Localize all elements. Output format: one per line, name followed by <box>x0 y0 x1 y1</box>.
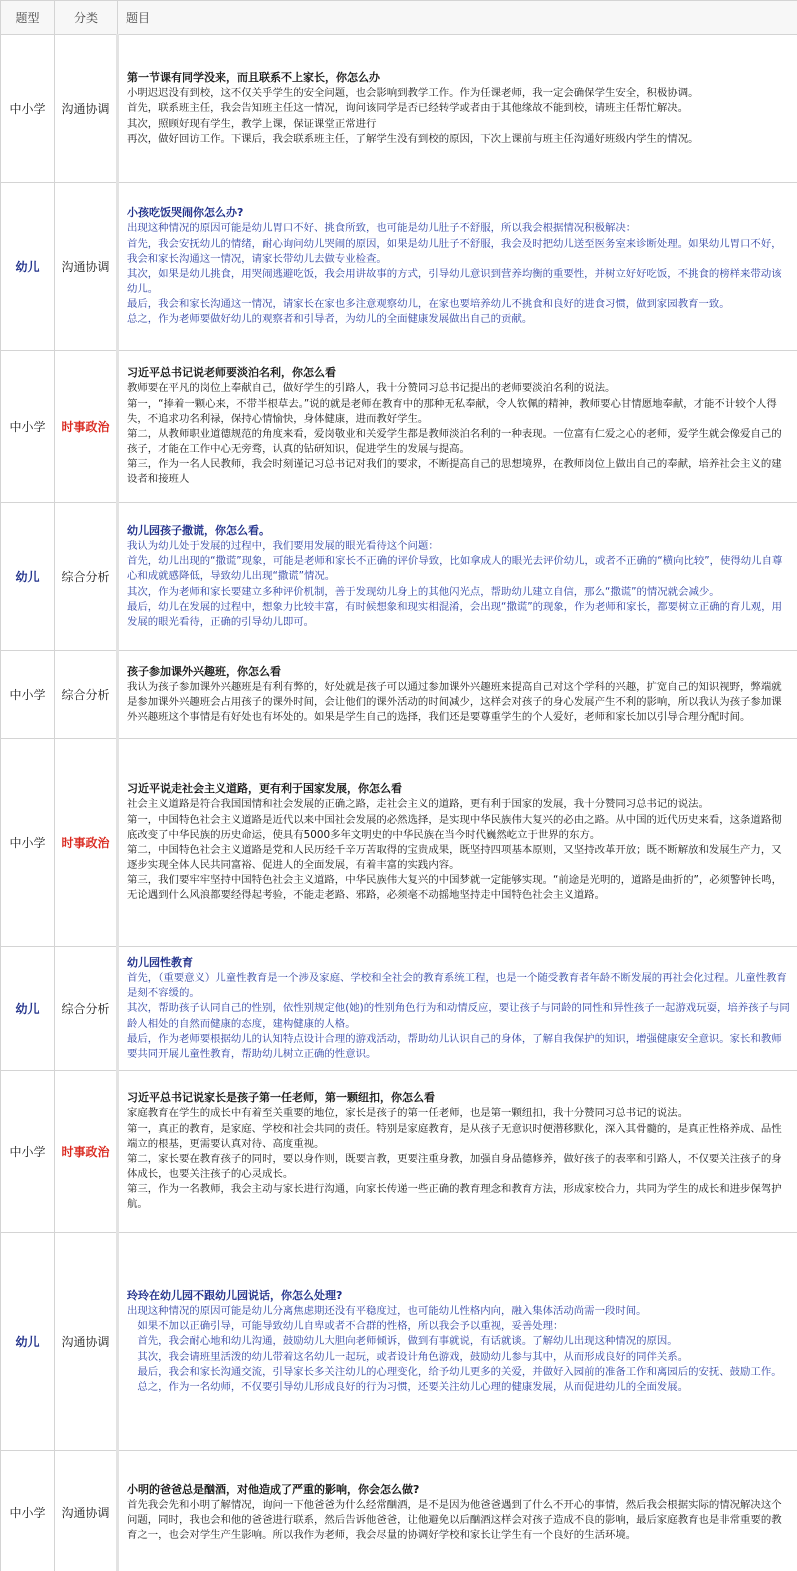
question-title: 小明的爸爸总是酗酒，对他造成了严重的影响，你会怎么做? <box>127 1482 420 1496</box>
answer-paragraph: 首先，我会耐心地和幼儿沟通，鼓励幼儿大胆向老师倾诉，做到有事就说，有话就谈。了解幼儿出现这种情况的原因。 <box>127 1335 678 1348</box>
answer-paragraph: 总之，作为一名幼师，不仅要引导幼儿形成良好的行为习惯，还要关注幼儿心理的健康发展，从而促进幼儿的全面发展。 <box>127 1380 689 1393</box>
cell-type[interactable]: 中小学 <box>1 1071 55 1233</box>
question-title: 幼儿园性教育 <box>127 955 193 969</box>
cell-category[interactable]: 沟通协调 <box>55 1233 118 1451</box>
cell-type[interactable]: 幼儿 <box>1 1233 55 1451</box>
cell-question[interactable] <box>118 947 797 1071</box>
answer-paragraph: 其次，我会请班里活泼的幼儿带着这名幼儿一起玩，或者设计角色游戏，鼓励幼儿参与其中，从而形成良好的同伴关系。 <box>127 1350 689 1363</box>
table-row <box>1 1071 797 1233</box>
cell-type[interactable]: 中小学 <box>1 35 55 183</box>
answer-paragraph: 第三，我们要牢牢坚持中国特色社会主义道路，中华民族伟大复兴的中国梦就一定能够实现。“前途是光明的，道路是曲折的”，必须警钟长鸣，无论遇到什么风浪都要经得起考验，不能走老路、邪路，必须毫不动摇地坚持走中国特色社会主义道路。 <box>127 874 782 902</box>
cell-type[interactable]: 幼儿 <box>1 183 55 351</box>
header-category[interactable]: 分类 <box>55 1 118 35</box>
question-title: 习近平总书记说老师要淡泊名利，你怎么看 <box>127 366 336 380</box>
answer-paragraph: 最后，幼儿在发展的过程中，想象力比较丰富，有时候想象和现实相混淆，会出现“撒谎”的现象，作为老师和家长，都要树立正确的育儿观，用发展的眼光看待，正确的引导幼儿即可。 <box>127 600 782 628</box>
answer-paragraph: 第一，“捧着一颗心来，不带半根草去。”说的就是老师在教育中的那种无私奉献，令人钦佩的精神，教师要心甘情愿地奉献，才能不计较个人得失，不追求功名利禄，保持心情愉快，身体健康，进而教好学生。 <box>127 397 777 425</box>
cell-type[interactable]: 中小学 <box>1 351 55 503</box>
answer-paragraph: 第二，中国特色社会主义道路是党和人民历经千辛万苦取得的宝贵成果，既坚持四项基本原则，又坚持改革开放；既不断解放和发展生产力，又逐步实现全体人民共同富裕、促进人的全面发展，有着丰富的实践内容。 <box>127 843 782 872</box>
answer-paragraph: 首先，幼儿出现的“撒谎”现象，可能是老师和家长不正确的评价导致，比如拿成人的眼光去评价幼儿，或者不正确的“横向比较”，使得幼儿自尊心和成就感降低，导致幼儿出现“撒谎”情况。 <box>127 555 783 583</box>
table-row <box>1 739 797 947</box>
cell-type[interactable]: 幼儿 <box>1 503 55 651</box>
table-row <box>1 35 797 183</box>
question-title: 小孩吃饭哭闹你怎么办? <box>127 206 244 220</box>
answer-paragraph: 第一，真正的教育，是家庭、学校和社会共同的责任。特别是家庭教育，是从孩子无意识时便潜移默化，深入其骨髓的，是真正性格养成、品性端立的根基，更需要认真对待、高度重视。 <box>127 1122 782 1150</box>
answer-paragraph: 出现这种情况的原因可能是幼儿分离焦虑期还没有平稳度过，也可能幼儿性格内向，融入集体活动尚需一段时间。 <box>127 1304 647 1317</box>
cell-question[interactable] <box>118 183 797 351</box>
cell-question[interactable] <box>118 1071 797 1233</box>
answer-paragraph: 最后，作为老师要根据幼儿的认知特点设计合理的游戏活动，帮助幼儿认识自己的身体，了解自我保护的知识，增强健康安全意识。家长和教师要共同开展儿童性教育，帮助幼儿树立正确的性意识。 <box>127 1032 782 1060</box>
table-row <box>1 1233 797 1451</box>
answer-paragraph: 我认为孩子参加课外兴趣班是有利有弊的，好处就是孩子可以通过参加课外兴趣班来提高自己对这个学科的兴趣，扩宽自己的知识视野，弊端就是参加课外兴趣班会占用孩子的课外时间，会让他们的课外活动的时间减少，这样会对孩子的身心发展产生不利的影响，所以我认为孩子参加课外兴趣班这个事情是有好处也有坏处的。如果是学生自己的选择，我们还是要尊重学生的个人爱好，老师和家长加以引导合理分配时间。 <box>127 680 782 724</box>
table-row <box>1 1451 797 1571</box>
cell-category[interactable]: 沟通协调 <box>55 1451 118 1571</box>
answer-paragraph: 首先，（重要意义）儿童性教育是一个涉及家庭、学校和全社会的教育系统工程，也是一个随受教育者年龄不断发展的再社会化过程。儿童性教育是刻不容缓的。 <box>127 971 787 1000</box>
table-row <box>1 651 797 739</box>
answer-paragraph: 其次，如果是幼儿挑食，用哭闹逃避吃饭，我会用讲故事的方式，引导幼儿意识到营养均衡的重要性，并树立好好吃饭，不挑食的榜样来带动该幼儿。 <box>127 267 782 296</box>
cell-question[interactable] <box>118 503 797 651</box>
question-title: 第一节课有同学没来，而且联系不上家长，你怎么办 <box>127 71 380 85</box>
answer-paragraph: 最后，我会和家长沟通这一情况，请家长在家也多注意观察幼儿，在家也要培养幼儿不挑食和良好的进食习惯，做到家园教育一致。 <box>127 298 730 311</box>
cell-type[interactable]: 中小学 <box>1 739 55 947</box>
answer-paragraph: 第三，作为一名人民教师，我会时刻谨记习总书记对我们的要求，不断提高自己的思想境界，在教师岗位上做出自己的奉献，培养社会主义的建设者和接班人 <box>127 458 782 486</box>
cell-question[interactable] <box>118 1451 797 1571</box>
cell-category[interactable]: 时事政治 <box>55 351 118 503</box>
cell-category[interactable]: 综合分析 <box>55 651 118 739</box>
answer-paragraph: 小明迟迟没有到校，这不仅关乎学生的安全问题，也会影响到教学工作。作为任课老师，我一定会确保学生安全，积极协调。 <box>127 87 699 100</box>
answer-paragraph: 出现这种情况的原因可能是幼儿胃口不好、挑食所致，也可能是幼儿肚子不舒服，所以我会根据情况积极解决： <box>127 222 637 235</box>
table-row <box>1 351 797 503</box>
answer-paragraph: 如果不加以正确引导，可能导致幼儿自卑或者不合群的性格，所以我会予以重视，妥善处理： <box>127 1320 564 1333</box>
answer-paragraph: 其次，帮助孩子认同自己的性别，依性别规定他(她)的性别角色行为和动情反应，要让孩子与同龄的同性和异性孩子一起游戏玩耍，培养孩子与同龄人相处的自然而健康的态度，建构健康的人格。 <box>127 1002 790 1030</box>
question-title: 玲玲在幼儿园不跟幼儿园说话，你怎么处理? <box>127 1288 343 1302</box>
header-row <box>1 1 797 35</box>
cell-question[interactable] <box>118 739 797 947</box>
header-question[interactable]: 题目 <box>118 1 797 35</box>
answer-paragraph: 第一，中国特色社会主义道路是近代以来中国社会发展的必然选择，是实现中华民族伟大复兴的必由之路。从中国的近代历史来看，这条道路彻底改变了中华民族的历史命运，使具有5000多年文明史的中华民族在当今时代巍然屹立于世界的东方。 <box>127 813 782 841</box>
answer-paragraph: 其次，照顾好现有学生，教学上课，保证课堂正常进行 <box>127 117 377 130</box>
cell-category[interactable]: 时事政治 <box>55 1071 118 1233</box>
cell-category[interactable]: 时事政治 <box>55 739 118 947</box>
question-title: 习近平总书记说家长是孩子第一任老师，第一颗纽扣，你怎么看 <box>127 1091 435 1105</box>
cell-category[interactable]: 综合分析 <box>55 947 118 1071</box>
answer-paragraph: 家庭教育在学生的成长中有着至关重要的地位，家长是孩子的第一任老师，也是第一颗纽扣，我十分赞同习总书记的说法。 <box>127 1107 689 1120</box>
answer-paragraph: 首先，联系班主任，我会告知班主任这一情况，询问该同学是否已经转学或者由于其他缘故不能到校，请班主任帮忙解决。 <box>127 102 689 115</box>
table-body <box>1 35 797 1571</box>
answer-paragraph: 其次，作为老师和家长要建立多种评价机制，善于发现幼儿身上的其他闪光点，帮助幼儿建立自信，那么“撒谎”的情况就会减少。 <box>127 585 720 598</box>
cell-category[interactable]: 沟通协调 <box>55 35 118 183</box>
cell-type[interactable]: 幼儿 <box>1 947 55 1071</box>
cell-question[interactable] <box>118 651 797 739</box>
cell-category[interactable]: 沟通协调 <box>55 183 118 351</box>
answer-paragraph: 我认为幼儿处于发展的过程中，我们要用发展的眼光看待这个问题： <box>127 539 439 552</box>
question-title: 幼儿园孩子撒谎，你怎么看。 <box>127 523 270 537</box>
cell-type[interactable]: 中小学 <box>1 1451 55 1571</box>
answer-paragraph: 最后，我会和家长沟通交流，引导家长多关注幼儿的心理变化，给予幼儿更多的关爱，并做好入园前的准备工作和离园后的安抚、鼓励工作。 <box>127 1365 782 1378</box>
table-row <box>1 503 797 651</box>
table-row <box>1 183 797 351</box>
answer-paragraph: 再次，做好回访工作。下课后，我会联系班主任，了解学生没有到校的原因，下次上课前与班主任沟通好班级内学生的情况。 <box>127 132 699 145</box>
table-row <box>1 947 797 1071</box>
cell-type[interactable]: 中小学 <box>1 651 55 739</box>
answer-paragraph: 社会主义道路是符合我国国情和社会发展的正确之路，走社会主义的道路，更有利于国家的发展，我十分赞同习总书记的说法。 <box>127 798 709 811</box>
question-title: 孩子参加课外兴趣班，你怎么看 <box>127 664 281 678</box>
cell-question[interactable] <box>118 1233 797 1451</box>
answer-paragraph: 第二，家长要在教育孩子的同时，要以身作则，既要言教，更要注重身教，加强自身品德修养，做好孩子的表率和引路人，不仅要关注孩子的身体成长，也要关注孩子的心灵成长。 <box>127 1152 782 1181</box>
header-type[interactable]: 题型 <box>1 1 55 35</box>
answer-paragraph: 首先，我会安抚幼儿的情绪，耐心询问幼儿哭闹的原因，如果是幼儿肚子不舒服，我会及时把幼儿送至医务室来诊断处理。如果幼儿胃口不好，我会和家长沟通这一情况，请家长带幼儿去做专业检查。 <box>127 237 782 265</box>
cell-category[interactable]: 综合分析 <box>55 503 118 651</box>
answer-paragraph: 总之，作为老师要做好幼儿的观察者和引导者，为幼儿的全面健康发展做出自己的贡献。 <box>127 313 533 326</box>
answer-paragraph: 第二，从教师职业道德规范的角度来看，爱岗敬业和关爱学生都是教师淡泊名利的一种表现。一位富有仁爱之心的老师，爱学生就会像爱自己的孩子，才能在工作中心无旁骛，认真的钻研知识，促进学生的发展与提高。 <box>127 427 782 456</box>
cell-question[interactable] <box>118 35 797 183</box>
answer-paragraph: 教师要在平凡的岗位上奉献自己，做好学生的引路人，我十分赞同习总书记提出的老师要淡泊名利的说法。 <box>127 382 616 395</box>
answer-paragraph: 第三，作为一名教师，我会主动与家长进行沟通，向家长传递一些正确的教育理念和教育方法，形成家校合力，共同为学生的成长和进步保驾护航。 <box>127 1183 782 1211</box>
question-title: 习近平说走社会主义道路，更有利于国家发展，你怎么看 <box>127 782 402 796</box>
answer-paragraph: 首先我会先和小明了解情况，询问一下他爸爸为什么经常酗酒，是不是因为他爸爸遇到了什么不开心的事情，然后我会根据实际的情况解决这个问题，同时，我也会和他的爸爸进行联系，然后告诉他爸爸，让他避免以后酗酒这样会对孩子造成不良的影响，最后家庭教育也是非常重要的教育之一，也会对学生产生影响。所以我作为老师，我会尽量的协调好学校和家长让学生有一个良好的生活环境。 <box>127 1498 782 1542</box>
cell-question[interactable] <box>118 351 797 503</box>
